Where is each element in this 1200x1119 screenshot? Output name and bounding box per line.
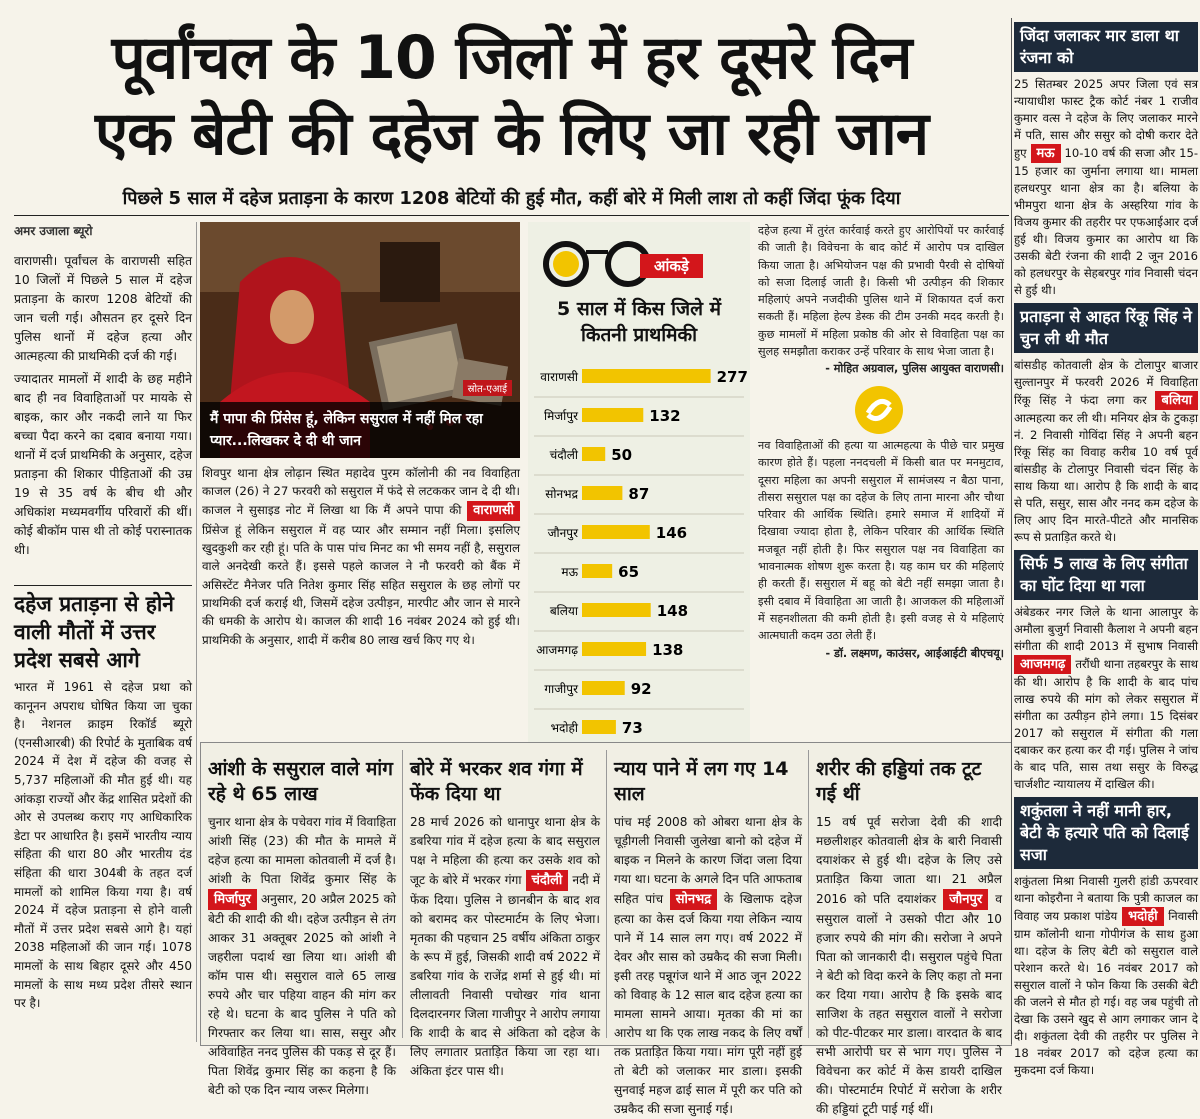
column-divider — [808, 750, 809, 1038]
right-story-heading: सिर्फ 5 लाख के लिए संगीता का घोंट दिया था गला — [1014, 550, 1198, 600]
value-label: 138 — [652, 641, 684, 659]
bar — [582, 642, 646, 656]
headline-line-1: पूर्वांचल के 10 जिलों में हर दूसरे दिन — [111, 23, 912, 93]
right-story-text: बांसडीह कोतवाली क्षेत्र के टोलापुर बाजार सुल्तानपुर में फरवरी 2026 में विवाहिता रिंकू सिंह ने फंदा लगा कर — [1014, 358, 1198, 407]
lead-paragraph-2: ज्यादातर मामलों में शादी के छह महीने बाद ही नव विवाहिताओं पर मायके से बाइक, कार और नकदी लाने या फिर बच्चा पैदा करने का दबाव बनाया गया। थानों में दर्ज प्राथमिकी के अनुसार, दहेज प्रताड़ना की शिकार पीड़िताओं की उम्र 19 से 35 वर्ष के बीच थी और अधिकांश मध्यमवर्गीय परिवारों की थीं। कोई बीकॉम पास थी तो कोई परास्नातक थी। — [14, 372, 192, 557]
column-divider — [606, 750, 607, 1038]
divider — [14, 585, 192, 586]
story-heading: शरीर की हड्डियां तक टूट गई थीं — [816, 758, 982, 805]
category-label: सोनभद्र — [545, 487, 578, 501]
district-tag: आजमगढ़ — [1014, 655, 1071, 674]
story-text: अनुसार, 20 अप्रैल 2025 को बेटी की शादी की थी। दहेज उत्पीड़न से तंग आकर 31 अक्तूबर 2025 को आंशी ने जहरीला पदार्थ खा लिया था। आंशी बी कॉम पास थी। ससुराल वाले 65 लाख रुपये और चार पहिया वाहन की मांग कर रहे थे। घटना के बाद पुलिस ने पति को गिरफ्तार कर लिया था। सास, ससुर और अविवाहित ननद पुलिस की पकड़ से दूर हैं। पिता शिवेंद्र कुमार सिंह का कहना है कि बेटी को एक दिन न्याय जरूर मिलेगा। — [208, 892, 396, 1097]
story-mirzapur — [208, 757, 396, 1097]
district-tag: सोनभद्र — [670, 889, 717, 910]
handcuffs-icon — [528, 222, 750, 292]
lead-paragraph-1: वाराणसी। पूर्वांचल के वाराणसी सहित 10 जिलों में पिछले 5 साल में दहेज प्रताड़ना के कारण 1208 बेटियों की जान चली गई। औसतन हर दूसरे दिन पुलिस थानों में दहेज हत्या और आत्महत्या की प्राथमिकी दर्ज की गई। — [14, 254, 192, 363]
value-label: 148 — [656, 602, 689, 620]
bar — [582, 603, 651, 617]
story-text: व ससुराल वालों ने उसको पीटा और 10 हजार रुपये की मांग की। सरोजा ने अपने पिता को जानकारी दी। ससुराल पहुंचे पिता ने बेटी को विदा करने के लिए कहा तो मना कर दिया गया। आरोप है कि इसके बाद साजिश के तहत ससुराल वालों ने सरोजा को पीट-पीटकर मार डाला। वारदात के बाद सभी आरोपी घर से भाग गए। पुलिस ने विवेचना कर कोर्ट में केस डायरी दाखिल की। पोस्टमार्टम रिपोर्ट में सरोजा के शरीर की हड्डियां टूटी पाई गई थीं। — [816, 892, 1002, 1116]
category-label: आजमगढ़ — [536, 643, 578, 657]
category-label: भदोही — [550, 721, 578, 735]
category-label: जौनपुर — [547, 526, 578, 540]
right-story-text: आत्महत्या कर ली थी। मनियर क्षेत्र के टुकड़ा नं. 2 निवासी गोविंदा सिंह ने अपनी बहन रिंकू सिंह का विवाह करीब 10 वर्ष पूर्व बांसडीह के टोलापुर निवासी चंदन सिंह के साथ किया था। आरोप है कि शादी के बाद से पति, ससुर, सास और ननद कम दहेज के लिए आए दिन मारते-पीटते और मानसिक रूप से प्रताड़ित करते थे। — [1014, 411, 1198, 544]
lead-story — [14, 252, 192, 564]
value-label: 146 — [655, 524, 688, 542]
right-story-heading: प्रताड़ना से आहत रिंकू सिंह ने चुन ली थी मौत — [1014, 303, 1198, 353]
illustration-photo — [200, 222, 520, 458]
category-label: गाजीपुर — [544, 682, 578, 696]
right-story-ballia — [1014, 303, 1198, 546]
column-divider — [402, 750, 403, 1038]
headline-line-2: एक बेटी की दहेज के लिए जा रही जान — [94, 99, 929, 169]
value-label: 73 — [621, 719, 643, 737]
column-divider — [196, 222, 197, 1042]
divider — [14, 215, 1009, 216]
right-story-bhadohi — [1014, 797, 1198, 1079]
right-story-text: 10-10 वर्ष की सजा और 15-15 हजार का जुर्माना लगाया था। मामला हलधरपुर थाना क्षेत्र का है। बलिया के भीमपुरा थाना क्षेत्र के अस्हरिया गांव के विजय कुमार की तहरीर पर एफआईआर दर्ज हुई थी। विजय कुमार का आरोप था कि उसकी बेटी रंजना की शादी 2 जून 2016 को हलधरपुर के सेहबरपुर गांव निवासी चंदन से हुई थी। — [1014, 146, 1199, 297]
district-tag: बलिया — [1155, 391, 1198, 410]
bar — [582, 486, 622, 500]
police-quote — [758, 222, 1004, 378]
story-text: चुनार थाना क्षेत्र के पचेवरा गांव में विवाहिता आंशी सिंह (23) की मौत के मामले में दहेज हत्या का मामला कोतवाली में दर्ज है। आंशी के पिता शिवेंद्र कुमार सिंह के — [208, 815, 396, 886]
column-divider — [1011, 18, 1012, 1044]
bar — [582, 681, 625, 695]
bar — [582, 447, 605, 461]
photo-story-text-1: शिवपुर थाना क्षेत्र लोढ़ान स्थित महादेव पुरम कॉलोनी की नव विवाहिता काजल (26) ने 27 फरवरी को ससुराल में फंदे से लटककर जान दे दी थी। काजल ने सुसाइड नोट में लिखा था कि मैं अपने पापा की — [202, 466, 520, 517]
headline — [14, 20, 1009, 172]
category-label: बलिया — [549, 604, 578, 618]
right-story-azamgarh — [1014, 550, 1198, 793]
district-tag: मिर्जापुर — [208, 889, 257, 910]
photo-story-text-2: प्रिंसेज हूं लेकिन ससुराल में वह प्यार और सम्मान नहीं मिला। इसलिए खुदकुशी कर रही हूं। पति के पास पांच मिनट का भी समय नहीं है, ससुराल वाले अनदेखी करते हैं। इससे पहले काजल ने नौ फरवरी को बैंक में असिस्टेंट मैनेजर पति नितेश कुमार सिंह सहित ससुराल के छह लोगों पर प्राथमिकी दर्ज कराई थी, जिसमें दहेज उत्पीड़न, मारपीट और जान से मारने की धमकी के आरोप थे। काजल की शादी 16 नवंबर 2024 को हुई थी। प्राथमिकी के अनुसार, शादी में करीब 80 लाख खर्च किए गए थे। — [202, 522, 520, 647]
counsellor-quote — [758, 437, 1004, 662]
district-tag: वाराणसी — [467, 501, 520, 521]
value-label: 65 — [618, 563, 640, 581]
value-label: 50 — [611, 446, 633, 464]
district-tag: मऊ — [1031, 144, 1061, 163]
category-label: चंदौली — [549, 448, 578, 462]
story-heading: बोरे में भरकर शव गंगा में फेंक दिया था — [410, 758, 583, 805]
story-heading: न्याय पाने में लग गए 14 साल — [614, 758, 789, 805]
photo-story — [202, 464, 520, 649]
story-jaunpur — [816, 757, 1002, 1116]
subheadline: पिछले 5 साल में दहेज प्रताड़ना के कारण 1208 बेटियों की हुई मौत, कहीं बोरे में मिली लाश तो कहीं जिंदा फूंक दिया — [122, 188, 901, 209]
bar — [582, 564, 612, 578]
value-label: 92 — [630, 680, 652, 698]
value-label: 132 — [649, 407, 681, 425]
bar — [582, 408, 643, 422]
bar — [582, 525, 650, 539]
side-section-text: भारत में 1961 से दहेज प्रथा को कानूनन अपराध घोषित किया जा चुका है। नेशनल क्राइम रिकॉर्ड ब्यूरो (एनसीआरबी) की रिपोर्ट के मुताबिक वर्ष 2024 में देश में दहेज की वजह से 5,737 महिलाओं की मौत हुई थी। यह आंकड़ा राज्यों और केंद्र शासित प्रदेशों की ओर से उपलब्ध कराए गए आधिकारिक डेटा पर आधारित है। इसमें भारतीय न्याय संहिता की धारा 80 और भारतीय दंड संहिता की धारा 304बी के तहत दर्ज मामलों को शामिल किया गया है। वर्ष 2024 में दहेज प्रताड़ना से होने वाली मौतों में उत्तर प्रदेश सबसे आगे है। यहां 2038 महिलाओं की जान गई। 1078 मामलों के साथ बिहार दूसरे और 450 मामलों के साथ मध्य प्रदेश तीसरे स्थान पर है। — [14, 680, 192, 1011]
right-story-text: तरौंधी थाना तहबरपुर के साथ की थी। आरोप है कि शादी के बाद पांच लाख रुपये की मांग को लेकर ससुराल में संगीता का उत्पीड़न होने लगा। 15 दिसंबर 2017 को ससुराल में संगीता की गला दबाकर कर हत्या कर दी गई। पुलिस ने जांच के बाद पति, सास तथा ससुर के विरुद्ध चार्जशीट न्यायालय में दाखिल की। — [1014, 657, 1199, 791]
side-section-heading: दहेज प्रताड़ना से होने वाली मौतों में उत्तर प्रदेश सबसे आगे — [14, 592, 174, 672]
story-text: के खिलाफ दहेज हत्या का केस दर्ज किया गया लेकिन न्याय पाने में 14 साल लग गए। वर्ष 2022 में देवर और सास को उम्रकैद की सजा मिली। इसी तरह पन्नूगंज थाने में आठ जून 2022 को विवाह के 12 साल बाद दहेज हत्या का मामला सामने आया। मृतका की मां का आरोप था कि एक लाख नकद के लिए वर्षों तक प्रताड़ित किया गया। मांग पूरी नहीं हुई तो बेटी को जलाकर मार डाला। इसकी सुनवाई महज ढाई साल में पूरी कर पति को उम्रकैद की सजा सुनाई गई। — [614, 892, 802, 1116]
photo-source-tag: स्रोत-एआई — [463, 380, 512, 396]
right-story-text: शकुंतला मिश्रा निवासी गुलरी हांडी ऊपरवार थाना कोइरौना ने बताया कि पुत्री काजल का विवाह जय प्रकाश पांडेय — [1014, 874, 1198, 923]
story-heading: आंशी के ससुराल वाले मांग रहे थे 65 लाख — [208, 758, 393, 805]
quote-icon — [852, 383, 906, 437]
story-chandauli — [410, 757, 600, 1078]
bar-chart — [528, 364, 750, 754]
bar — [582, 720, 616, 734]
chart-badge: आंकड़े — [640, 254, 703, 278]
right-story-text: 25 सितम्बर 2025 अपर जिला एवं सत्र न्यायाधीश फास्ट ट्रैक कोर्ट नंबर 1 राजीव कुमार वत्स ने दहेज के लिए जलाकर मारने में पति, सास और ससुर को दोषी करार देते हुए — [1014, 77, 1198, 160]
right-story-heading: शकुंतला ने नहीं मानी हार, बेटी के हत्यारे पति को दिलाई सजा — [1014, 797, 1198, 869]
right-story-text: निवासी ग्राम कॉलोनी थाना गोपीगंज के साथ हुआ था। दहेज के लिए बेटी को ससुराल वाले परेशान करते थे। 16 नवंबर 2017 को ससुराल वालों ने फोन किया कि उसकी बेटी की जलने से मौत हो गई। वह जब पहुंची तो देखा कि उसने खुद से आग लगाकर जान दे दी। शकुंतला देवी की तहरीर पर पुलिस ने 18 नवंबर 2017 को दहेज हत्या का मुकदमा दर्ज किया। — [1014, 909, 1199, 1077]
district-tag: भदोही — [1122, 907, 1164, 926]
category-label: वाराणसी — [540, 370, 578, 384]
photo-caption: मैं पापा की प्रिंसेस हूं, लेकिन ससुराल में नहीं मिल रहा प्यार...लिखकर दे दी थी जान — [200, 402, 520, 458]
value-label: 87 — [628, 485, 650, 503]
right-column — [1014, 18, 1198, 1079]
counsellor-quote-author: - डॉ. लक्ष्मण, काउंसर, आईआईटी बीएचयू। — [825, 646, 1004, 660]
district-tag: जौनपुर — [943, 889, 988, 910]
police-quote-author: - मोहित अग्रवाल, पुलिस आयुक्त वाराणसी। — [825, 362, 1004, 376]
story-text: नदी में फेंक दिया। पुलिस ने छानबीन के बाद शव को बरामद कर पोस्टमार्टम के लिए भेजा। मृतका की पहचान 25 वर्षीय अंकिता ठाकुर के रूप में हुई, जिसकी शादी वर्ष 2022 में डबरिया गांव के राजेंद्र शर्मा से हुई थी। मां लीलावती निवासी पचोखर गांव थाना दिलदारनगर जिला गाजीपुर ने आरोप लगाया कि शादी के बाद से अंकिता को दहेज के लिए लगातार प्रताड़ित किया जा रहा था। अंकिता इंटर पास थी। — [410, 873, 600, 1078]
chart-panel — [528, 222, 750, 762]
district-tag: चंदौली — [526, 870, 569, 891]
story-text: पांच मई 2008 को ओबरा थाना क्षेत्र के चूड़ीगली निवासी जुलेखा बानो को दहेज में बाइक न मिलने के कारण जिंदा जला दिया गया था। घटना के अगले दिन पति आफताब सहित पांच — [614, 815, 802, 906]
story-text: 15 वर्ष पूर्व सरोजा देवी की शादी मछलीशहर कोतवाली क्षेत्र के बारी निवासी दयाशंकर से हुई थी। दहेज के लिए उसे प्रताड़ित किया जाता था। 21 अप्रैल 2016 को पति दयाशंकर — [816, 815, 1002, 906]
police-quote-text: दहेज हत्या में तुरंत कार्रवाई करते हुए आरोपियों पर कार्रवाई की जाती है। विवेचना के बाद कोर्ट में आरोप पत्र दाखिल किया जाता है। अभियोजन पक्ष की प्रभावी पैरवी से दोषियों को सजा दिलाई जाती है। किसी भी उत्पीड़न की शिकार महिलाएं अपने नजदीकी पुलिस थाने में शिकायत दर्ज करा सकती हैं। महिला हेल्प डेस्क की टीम उनकी मदद करती है। कुछ मामलों में महिला प्रकोष्ठ की ओर से विवाहिता पक्ष का सुलह समझौता कराकर उन्हें परिवार के साथ भेजा जाता है। — [758, 224, 1004, 359]
right-story-text: अंबेडकर नगर जिले के थाना आलापुर के अमौला बुजुर्ग निवासी कैलाश ने अपनी बहन संगीता की शादी 2013 में सुभाष निवासी — [1014, 605, 1198, 653]
value-label: 277 — [716, 368, 748, 386]
right-story-mau — [1014, 22, 1198, 299]
counsellor-quote-text: नव विवाहिताओं की हत्या या आत्महत्या के पीछे चार प्रमुख कारण होते हैं। पहला ननदचली में किसी बात पर मनमुटाव, दूसरा महिला का अपनी ससुराल में सामंजस्य न बैठा पाना, तीसरा ससुराल पक्ष का दहेज के लिए ताना मारना और चौथा परिवार की आर्थिक स्थिति। हमारे समाज में शादियों में दिखावा ज्यादा होता है, लेकिन परिवार की आर्थिक स्थिति मजबूत नहीं होती है। फिर ससुराल पक्ष नव विवाहिता का भावनात्मक शोषण शुरू करता है। यह काम घर की महिलाएं ही करती हैं। ससुराल में बहू को बेटी नहीं समझा जाता है। इसी दबाव में विवाहिता आ जाती है। आजकल की महिलाओं में सहनशीलता की कमी होती है। इसी वजह से ये महिलाएं आत्मघाती कदम उठा लेती हैं। — [758, 439, 1004, 643]
category-label: मिर्जापुर — [543, 409, 578, 423]
chart-title: 5 साल में किस जिले में कितनी प्राथमिकी — [557, 298, 721, 346]
category-label: मऊ — [561, 565, 578, 579]
right-story-heading: जिंदा जलाकर मार डाला था रंजना को — [1014, 22, 1198, 72]
story-sonbhadra — [614, 757, 802, 1116]
bar — [582, 369, 711, 383]
byline: अमर उजाला ब्यूरो — [14, 224, 93, 238]
story-text: 28 मार्च 2026 को धानापुर थाना क्षेत्र के डबरिया गांव में दहेज हत्या के बाद ससुराल पक्ष ने महिला की हत्या कर उसके शव को जूट के बोरे में भरकर गंगा — [410, 815, 600, 887]
